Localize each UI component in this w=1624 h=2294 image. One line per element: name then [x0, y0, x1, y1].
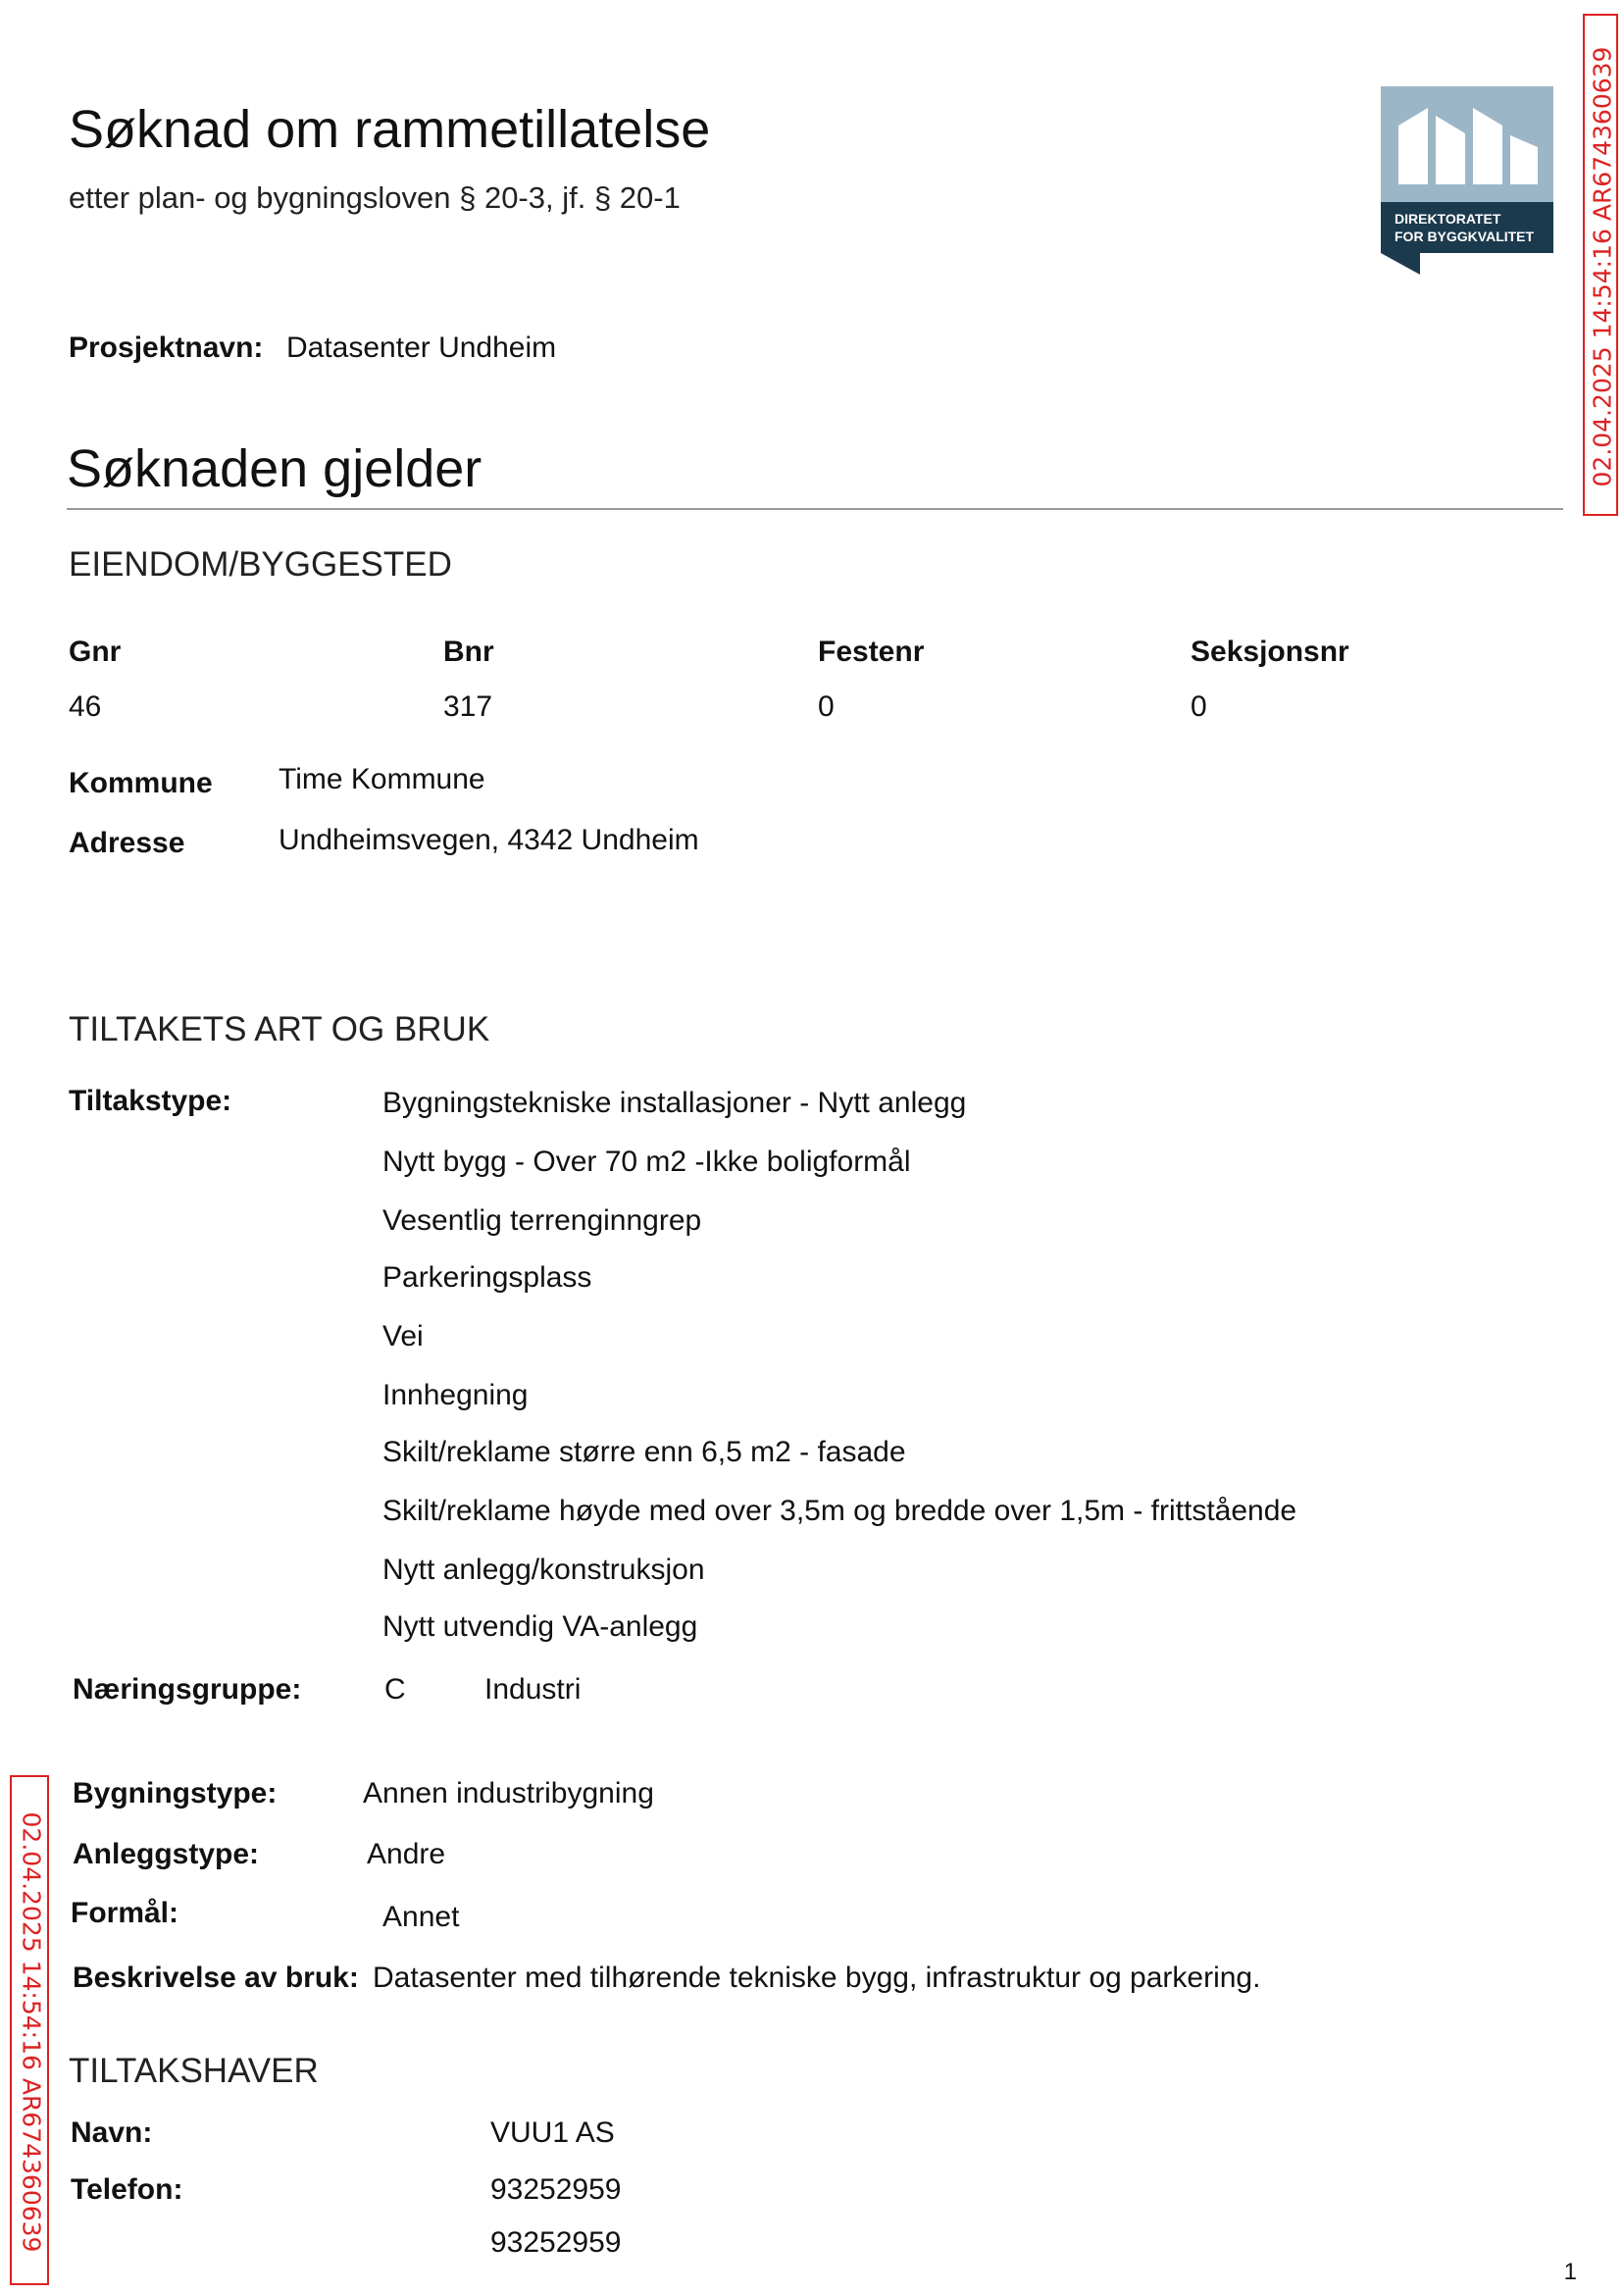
gnr-value: 46 [69, 690, 102, 723]
adresse-label: Adresse [69, 827, 185, 859]
naeringsgruppe-label: Næringsgruppe: [73, 1673, 302, 1706]
stamp-text-left: 02.04.2025 14:54:16 AR674360639 [17, 1811, 46, 2253]
project-label: Prosjektnavn: [69, 331, 264, 364]
gnr-label: Gnr [69, 636, 122, 668]
document-subtitle: etter plan- og bygningsloven § 20-3, jf. § 20-1 [69, 180, 681, 215]
beskrivelse-label: Beskrivelse av bruk: [73, 1962, 359, 1994]
tiltakstype-label: Tiltakstype: [69, 1085, 232, 1117]
naeringsgruppe-value: Industri [484, 1673, 582, 1706]
tiltakstype-item: Nytt utvendig VA-anlegg [382, 1610, 698, 1643]
document-title: Søknad om rammetillatelse [69, 100, 711, 159]
anleggstype-label: Anleggstype: [73, 1838, 260, 1870]
tiltakstype-item: Parkeringsplass [382, 1261, 592, 1294]
tiltakstype-item: Skilt/reklame større enn 6,5 m2 - fasade [382, 1436, 906, 1468]
kommune-value: Time Kommune [279, 763, 485, 795]
seksjonsnr-label: Seksjonsnr [1191, 636, 1349, 668]
beskrivelse-value: Datasenter med tilhørende tekniske bygg, infrastruktur og parkering. [373, 1962, 1261, 1994]
festenr-label: Festenr [818, 636, 925, 668]
adresse-value: Undheimsvegen, 4342 Undheim [279, 824, 699, 856]
tiltakstype-item: Innhegning [382, 1379, 529, 1411]
formaal-value: Annet [382, 1901, 460, 1933]
tiltakstype-item: Vesentlig terrenginngrep [382, 1204, 702, 1237]
anleggstype-value: Andre [367, 1838, 446, 1870]
tiltakstype-item: Nytt bygg - Over 70 m2 -Ikke boligformål [382, 1146, 911, 1178]
bygningstype-label: Bygningstype: [73, 1777, 278, 1810]
section-title: Søknaden gjelder [67, 439, 482, 498]
tiltakstype-item: Bygningstekniske installasjoner - Nytt anlegg [382, 1087, 967, 1119]
tiltak-heading: TILTAKETS ART OG BRUK [69, 1010, 490, 1048]
bnr-label: Bnr [443, 636, 494, 668]
property-heading: EIENDOM/BYGGESTED [69, 545, 452, 584]
seksjonsnr-value: 0 [1191, 690, 1207, 723]
tiltakstype-item: Vei [382, 1320, 424, 1352]
tiltakstype-item: Nytt anlegg/konstruksjon [382, 1554, 705, 1586]
festenr-value: 0 [818, 690, 835, 723]
bnr-value: 317 [443, 690, 493, 723]
section-divider [67, 508, 1563, 510]
navn-label: Navn: [71, 2116, 153, 2149]
telefon-value: 93252959 [490, 2173, 622, 2206]
formaal-label: Formål: [71, 1897, 179, 1929]
telefon-label: Telefon: [71, 2173, 183, 2206]
navn-value: VUU1 AS [490, 2116, 615, 2149]
tiltakshaver-heading: TILTAKSHAVER [69, 2052, 319, 2090]
dibk-logo [1381, 86, 1553, 275]
timestamp-stamp-top [1583, 14, 1618, 516]
project-value: Datasenter Undheim [286, 331, 557, 364]
logo-text-line2: FOR BYGGKVALITET [1395, 229, 1535, 244]
page-number: 1 [1563, 2259, 1577, 2285]
tiltakstype-item: Skilt/reklame høyde med over 3,5m og bredde over 1,5m - frittstående [382, 1495, 1297, 1527]
kommune-label: Kommune [69, 767, 213, 799]
bygningstype-value: Annen industribygning [363, 1777, 654, 1810]
telefon-value-secondary: 93252959 [490, 2226, 622, 2259]
naeringsgruppe-code: C [384, 1673, 406, 1706]
timestamp-stamp-left [10, 1775, 49, 2285]
logo-text-line1: DIREKTORATET [1395, 211, 1501, 227]
stamp-text-top: 02.04.2025 14:54:16 AR674360639 [1588, 46, 1617, 487]
